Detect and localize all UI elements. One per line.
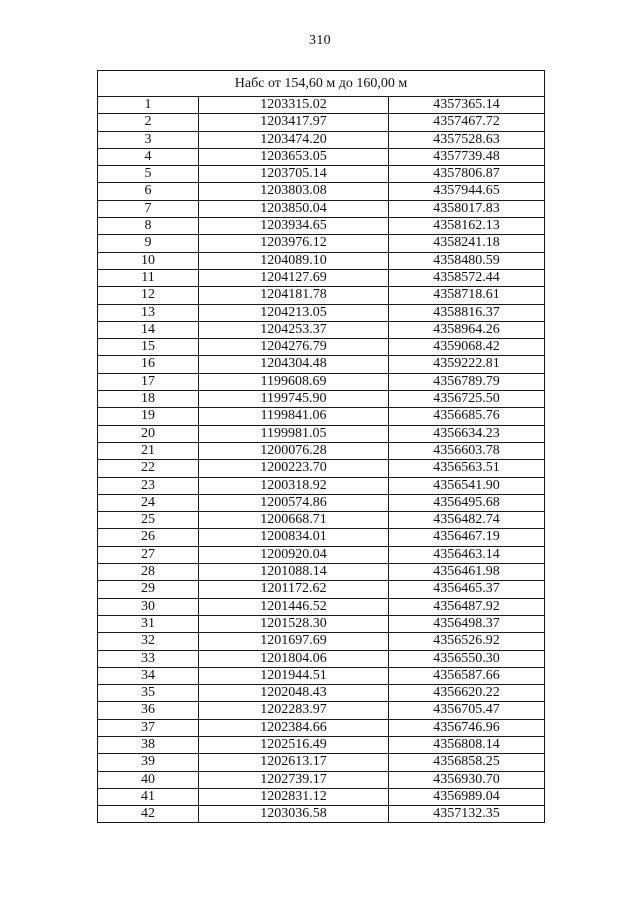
x-coordinate-cell: 1201088.14 [199,564,389,581]
point-number-cell: 11 [98,269,199,286]
y-coordinate-cell: 4357739.48 [389,148,545,165]
x-coordinate-cell: 1201446.52 [199,598,389,615]
y-coordinate-cell: 4358480.59 [389,252,545,269]
x-coordinate-cell: 1201697.69 [199,633,389,650]
point-number-cell: 12 [98,287,199,304]
x-coordinate-cell: 1199745.90 [199,391,389,408]
table-row [98,442,545,459]
x-coordinate-cell: 1200223.70 [199,460,389,477]
y-coordinate-cell: 4356463.14 [389,546,545,563]
x-coordinate-cell: 1200834.01 [199,529,389,546]
y-coordinate-cell: 4356461.98 [389,564,545,581]
point-number-cell: 28 [98,564,199,581]
point-number-cell: 4 [98,148,199,165]
x-coordinate-cell: 1204127.69 [199,269,389,286]
point-number-cell: 38 [98,736,199,753]
x-coordinate-cell: 1200668.71 [199,512,389,529]
point-number-cell: 29 [98,581,199,598]
x-coordinate-cell: 1201944.51 [199,667,389,684]
table-title: Набс от 154,60 м до 160,00 м [98,71,545,97]
point-number-cell: 36 [98,702,199,719]
table-row [98,166,545,183]
y-coordinate-cell: 4356789.79 [389,373,545,390]
y-coordinate-cell: 4356587.66 [389,667,545,684]
point-number-cell: 20 [98,425,199,442]
x-coordinate-cell: 1203036.58 [199,806,389,823]
point-number-cell: 19 [98,408,199,425]
y-coordinate-cell: 4356465.37 [389,581,545,598]
x-coordinate-cell: 1201172.62 [199,581,389,598]
x-coordinate-cell: 1203850.04 [199,200,389,217]
y-coordinate-cell: 4356634.23 [389,425,545,442]
y-coordinate-cell: 4356526.92 [389,633,545,650]
point-number-cell: 27 [98,546,199,563]
table-row [98,97,545,114]
table-row [98,235,545,252]
point-number-cell: 5 [98,166,199,183]
x-coordinate-cell: 1203653.05 [199,148,389,165]
x-coordinate-cell: 1202831.12 [199,788,389,805]
point-number-cell: 24 [98,494,199,511]
x-coordinate-cell: 1201528.30 [199,615,389,632]
table-row [98,529,545,546]
table-row [98,287,545,304]
point-number-cell: 17 [98,373,199,390]
table-row [98,685,545,702]
y-coordinate-cell: 4357944.65 [389,183,545,200]
table-row [98,650,545,667]
table-row [98,425,545,442]
table-row [98,719,545,736]
y-coordinate-cell: 4358964.26 [389,321,545,338]
table-row [98,667,545,684]
table-row [98,788,545,805]
table-title-row [98,71,545,97]
point-number-cell: 8 [98,218,199,235]
table-row [98,477,545,494]
coordinates-table [97,70,545,823]
point-number-cell: 10 [98,252,199,269]
x-coordinate-cell: 1202283.97 [199,702,389,719]
x-coordinate-cell: 1200318.92 [199,477,389,494]
y-coordinate-cell: 4356603.78 [389,442,545,459]
table-row [98,339,545,356]
y-coordinate-cell: 4356482.74 [389,512,545,529]
table-row [98,615,545,632]
x-coordinate-cell: 1204276.79 [199,339,389,356]
table-row [98,218,545,235]
table-row [98,736,545,753]
x-coordinate-cell: 1204304.48 [199,356,389,373]
y-coordinate-cell: 4359222.81 [389,356,545,373]
x-coordinate-cell: 1204089.10 [199,252,389,269]
table-row [98,702,545,719]
x-coordinate-cell: 1199841.06 [199,408,389,425]
table-row [98,512,545,529]
point-number-cell: 37 [98,719,199,736]
y-coordinate-cell: 4356746.96 [389,719,545,736]
point-number-cell: 14 [98,321,199,338]
table-row [98,494,545,511]
table-row [98,131,545,148]
x-coordinate-cell: 1203803.08 [199,183,389,200]
y-coordinate-cell: 4356467.19 [389,529,545,546]
point-number-cell: 2 [98,114,199,131]
table-row [98,304,545,321]
table-row [98,391,545,408]
point-number-cell: 42 [98,806,199,823]
table-row [98,183,545,200]
y-coordinate-cell: 4358162.13 [389,218,545,235]
point-number-cell: 23 [98,477,199,494]
table-row [98,633,545,650]
point-number-cell: 33 [98,650,199,667]
table-row [98,771,545,788]
table-row [98,754,545,771]
x-coordinate-cell: 1200920.04 [199,546,389,563]
x-coordinate-cell: 1202739.17 [199,771,389,788]
y-coordinate-cell: 4358816.37 [389,304,545,321]
x-coordinate-cell: 1203315.02 [199,97,389,114]
point-number-cell: 40 [98,771,199,788]
y-coordinate-cell: 4359068.42 [389,339,545,356]
table-body [98,71,545,823]
point-number-cell: 39 [98,754,199,771]
point-number-cell: 21 [98,442,199,459]
point-number-cell: 31 [98,615,199,632]
table-row [98,114,545,131]
x-coordinate-cell: 1203976.12 [199,235,389,252]
y-coordinate-cell: 4356705.47 [389,702,545,719]
y-coordinate-cell: 4356808.14 [389,736,545,753]
x-coordinate-cell: 1202048.43 [199,685,389,702]
point-number-cell: 15 [98,339,199,356]
x-coordinate-cell: 1199981.05 [199,425,389,442]
point-number-cell: 25 [98,512,199,529]
x-coordinate-cell: 1201804.06 [199,650,389,667]
point-number-cell: 9 [98,235,199,252]
point-number-cell: 18 [98,391,199,408]
table-row [98,373,545,390]
x-coordinate-cell: 1203417.97 [199,114,389,131]
y-coordinate-cell: 4356487.92 [389,598,545,615]
point-number-cell: 22 [98,460,199,477]
x-coordinate-cell: 1199608.69 [199,373,389,390]
y-coordinate-cell: 4357467.72 [389,114,545,131]
x-coordinate-cell: 1202613.17 [199,754,389,771]
point-number-cell: 32 [98,633,199,650]
y-coordinate-cell: 4357528.63 [389,131,545,148]
table-row [98,408,545,425]
y-coordinate-cell: 4356498.37 [389,615,545,632]
table-row [98,200,545,217]
y-coordinate-cell: 4358241.18 [389,235,545,252]
y-coordinate-cell: 4358017.83 [389,200,545,217]
y-coordinate-cell: 4356620.22 [389,685,545,702]
x-coordinate-cell: 1200076.28 [199,442,389,459]
x-coordinate-cell: 1200574.86 [199,494,389,511]
table-row [98,564,545,581]
x-coordinate-cell: 1203474.20 [199,131,389,148]
point-number-cell: 16 [98,356,199,373]
point-number-cell: 34 [98,667,199,684]
y-coordinate-cell: 4356550.30 [389,650,545,667]
point-number-cell: 3 [98,131,199,148]
page-number: 310 [309,33,331,48]
y-coordinate-cell: 4357806.87 [389,166,545,183]
y-coordinate-cell: 4357132.35 [389,806,545,823]
table-row [98,269,545,286]
x-coordinate-cell: 1203934.65 [199,218,389,235]
table-row [98,148,545,165]
y-coordinate-cell: 4356541.90 [389,477,545,494]
table-row [98,356,545,373]
point-number-cell: 6 [98,183,199,200]
y-coordinate-cell: 4358572.44 [389,269,545,286]
table-row [98,321,545,338]
point-number-cell: 30 [98,598,199,615]
point-number-cell: 26 [98,529,199,546]
table-row [98,598,545,615]
y-coordinate-cell: 4357365.14 [389,97,545,114]
x-coordinate-cell: 1203705.14 [199,166,389,183]
y-coordinate-cell: 4356858.25 [389,754,545,771]
table-row [98,806,545,823]
x-coordinate-cell: 1204253.37 [199,321,389,338]
x-coordinate-cell: 1202516.49 [199,736,389,753]
y-coordinate-cell: 4356930.70 [389,771,545,788]
point-number-cell: 7 [98,200,199,217]
point-number-cell: 35 [98,685,199,702]
table-row [98,252,545,269]
table-row [98,581,545,598]
y-coordinate-cell: 4356725.50 [389,391,545,408]
x-coordinate-cell: 1204181.78 [199,287,389,304]
x-coordinate-cell: 1202384.66 [199,719,389,736]
y-coordinate-cell: 4356495.68 [389,494,545,511]
table-row [98,460,545,477]
point-number-cell: 13 [98,304,199,321]
y-coordinate-cell: 4356685.76 [389,408,545,425]
y-coordinate-cell: 4356989.04 [389,788,545,805]
point-number-cell: 1 [98,97,199,114]
point-number-cell: 41 [98,788,199,805]
table-row [98,546,545,563]
y-coordinate-cell: 4358718.61 [389,287,545,304]
x-coordinate-cell: 1204213.05 [199,304,389,321]
y-coordinate-cell: 4356563.51 [389,460,545,477]
